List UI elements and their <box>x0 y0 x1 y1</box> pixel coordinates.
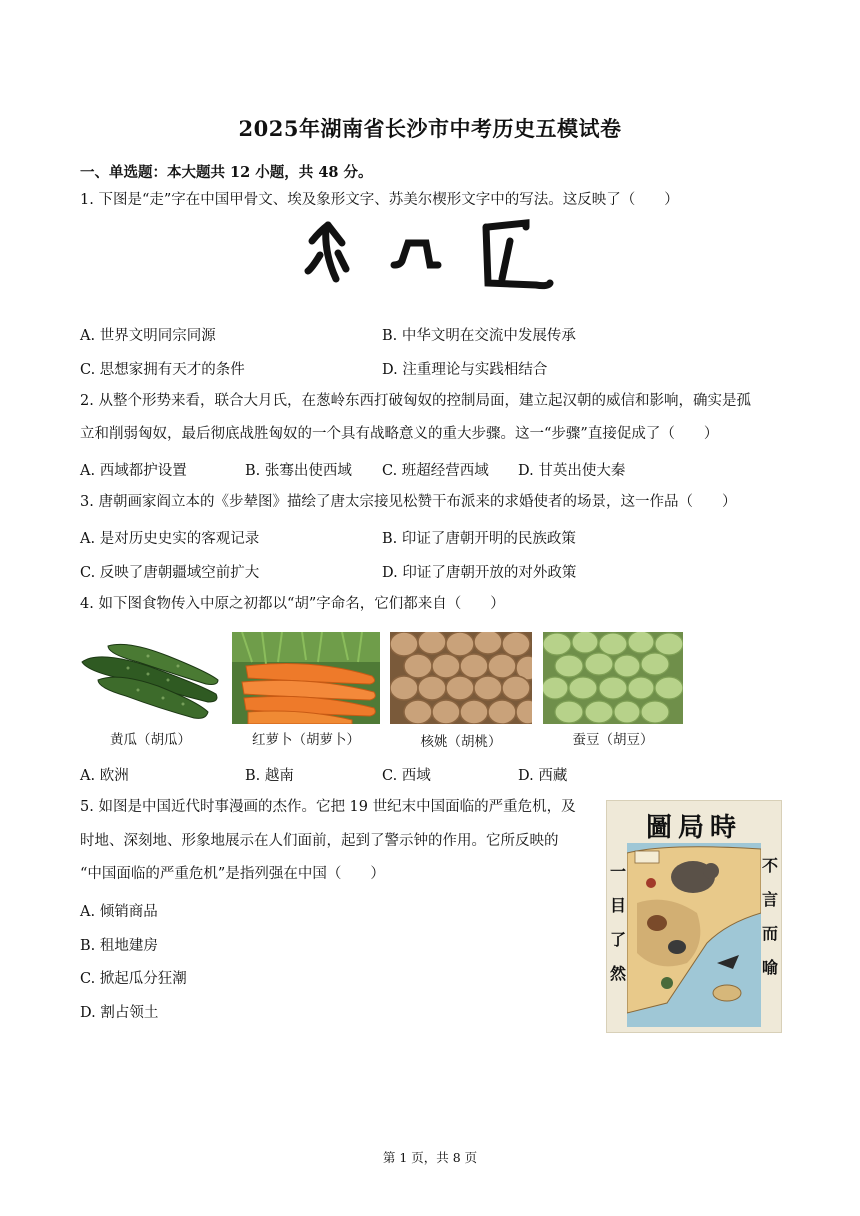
q3-option-c[interactable]: C. 反映了唐朝疆域空前扩大 <box>80 565 260 581</box>
shi-ju-tu-cartoon <box>606 800 782 1033</box>
q3-option-b[interactable]: B. 印证了唐朝开明的民族政策 <box>382 531 576 547</box>
q2-option-b[interactable]: B. 张骞出使西域 <box>245 463 352 479</box>
question-2-line-2: 立和削弱匈奴，最后彻底战胜匈奴的一个具有战略意义的重大步骤。这一“步骤”直接促成了（ ） <box>80 426 719 442</box>
question-4-stem: 4. 如下图食物传入中原之初都以“胡”字命名，它们都来自（ ） <box>80 596 505 612</box>
walk-character-scripts-image <box>298 213 558 293</box>
q2-option-d[interactable]: D. 甘英出使大秦 <box>518 463 626 479</box>
q4-option-a[interactable]: A. 欧洲 <box>80 768 129 784</box>
cartoon-left-char-1: 一 <box>610 862 627 881</box>
carrot-image <box>232 632 380 724</box>
cartoon-right-text <box>762 849 778 985</box>
q5-option-d[interactable]: D. 割占领土 <box>80 1005 159 1021</box>
cartoon-right-char-4: 喻 <box>762 958 779 977</box>
section-heading: 一、单选题：本大题共 12 小题，共 48 分。 <box>80 164 373 181</box>
broad-bean-image <box>543 632 683 724</box>
q1-option-a[interactable]: A. 世界文明同宗同源 <box>80 328 216 344</box>
page-title: 2025年湖南省长沙市中考历史五模试卷 <box>238 116 622 141</box>
q1-option-b[interactable]: B. 中华文明在交流中发展传承 <box>382 328 576 344</box>
q2-option-a[interactable]: A. 西域都护设置 <box>80 463 187 479</box>
question-5-line-3: “中国面临的严重危机”是指列强在中国（ ） <box>80 866 385 882</box>
q4-option-b[interactable]: B. 越南 <box>245 768 294 784</box>
caption-carrot: 红萝卜（胡萝卜） <box>252 732 360 748</box>
q3-option-a[interactable]: A. 是对历史史实的客观记录 <box>80 531 260 547</box>
cartoon-right-char-1: 不 <box>762 856 779 875</box>
q1-option-c[interactable]: C. 思想家拥有天才的条件 <box>80 362 245 378</box>
q2-option-c[interactable]: C. 班超经营西域 <box>382 463 489 479</box>
q5-option-a[interactable]: A. 倾销商品 <box>80 904 158 920</box>
q4-option-c[interactable]: C. 西域 <box>382 768 431 784</box>
walnut-image <box>390 632 532 724</box>
question-5-line-2: 时地、深刻地、形象地展示在人们面前，起到了警示钟的作用。它所反映的 <box>80 833 559 849</box>
cartoon-right-char-3: 而 <box>762 924 779 943</box>
cartoon-title: 圖局時 <box>645 813 742 843</box>
question-5-line-1: 5. 如图是中国近代时事漫画的杰作。它把 19 世纪末中国面临的严重危机，及 <box>80 799 576 815</box>
cartoon-map-illustration <box>627 843 761 1027</box>
cucumber-image <box>78 632 223 724</box>
q4-option-d[interactable]: D. 西藏 <box>518 768 568 784</box>
question-2-line-1: 2. 从整个形势来看，联合大月氏，在葱岭东西打破匈奴的控制局面，建立起汉朝的威信和影响，确实是孤 <box>80 393 751 409</box>
cartoon-left-text <box>610 855 626 991</box>
page-footer: 第 1 页，共 8 页 <box>382 1150 478 1165</box>
caption-walnut: 核姚（胡桃） <box>420 734 502 750</box>
q5-option-c[interactable]: C. 掀起瓜分狂潮 <box>80 971 187 987</box>
cartoon-left-char-4: 然 <box>610 964 627 983</box>
q1-option-d[interactable]: D. 注重理论与实践相结合 <box>382 362 548 378</box>
cartoon-left-char-3: 了 <box>610 930 627 949</box>
cartoon-right-char-2: 言 <box>762 890 779 909</box>
caption-broad-bean: 蚕豆（胡豆） <box>572 732 654 748</box>
cartoon-left-char-2: 目 <box>610 896 627 915</box>
question-3-stem: 3. 唐朝画家阎立本的《步辇图》描绘了唐太宗接见松赞干布派来的求婚使者的场景，这一作品（ ） <box>80 494 737 510</box>
question-1-stem: 1. 下图是“走”字在中国甲骨文、埃及象形文字、苏美尔楔形文字中的写法。这反映了（ ） <box>80 192 679 208</box>
q5-option-b[interactable]: B. 租地建房 <box>80 938 158 954</box>
q3-option-d[interactable]: D. 印证了唐朝开放的对外政策 <box>382 565 577 581</box>
caption-cucumber: 黄瓜（胡瓜） <box>110 732 191 748</box>
